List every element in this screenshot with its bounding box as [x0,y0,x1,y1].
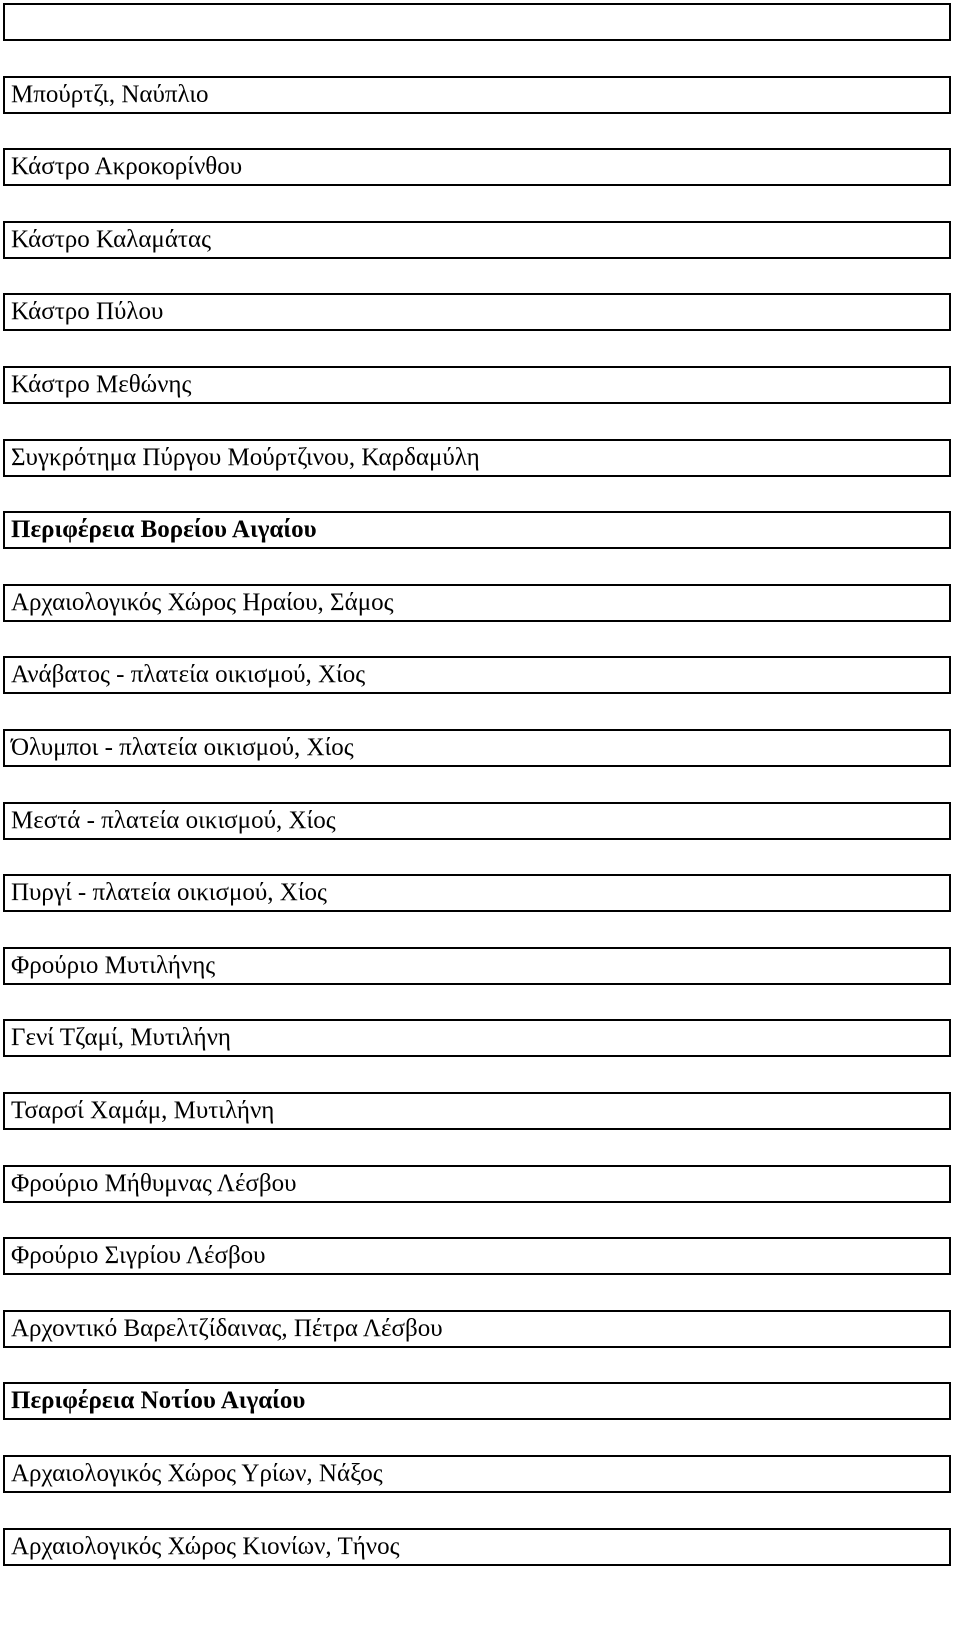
table-row: Κάστρο Πύλου [3,293,951,331]
table-row: Φρούριο Μυτιλήνης [3,947,951,985]
region-heading-row: Περιφέρεια Νοτίου Αιγαίου [3,1382,951,1420]
region-heading-row: Περιφέρεια Βορείου Αιγαίου [3,511,951,549]
table-row: Φρούριο Μήθυμνας Λέσβου [3,1165,951,1203]
table-row: Φρούριο Σιγρίου Λέσβου [3,1237,951,1275]
table-row: Κάστρο Ακροκορίνθου [3,148,951,186]
table-row: Ανάβατος - πλατεία οικισμού, Χίος [3,656,951,694]
table-row: Τσαρσί Χαμάμ, Μυτιλήνη [3,1092,951,1130]
table-row: Κάστρο Μεθώνης [3,366,951,404]
table-row: Αρχοντικό Βαρελτζίδαινας, Πέτρα Λέσβου [3,1310,951,1348]
table-row: Γενί Τζαμί, Μυτιλήνη [3,1019,951,1057]
table-row: Αρχαιολογικός Χώρος Υρίων, Νάξος [3,1455,951,1493]
table-row: Πυργί - πλατεία οικισμού, Χίος [3,874,951,912]
table-row: Αρχαιολογικός Χώρος Κιονίων, Τήνος [3,1528,951,1566]
table-row: Μπούρτζι, Ναύπλιο [3,76,951,114]
table-row: Συγκρότημα Πύργου Μούρτζινου, Καρδαμύλη [3,439,951,477]
table-row: Μεστά - πλατεία οικισμού, Χίος [3,802,951,840]
table-row [3,3,951,41]
table-row: Αρχαιολογικός Χώρος Ηραίου, Σάμος [3,584,951,622]
table-row: Όλυμποι - πλατεία οικισμού, Χίος [3,729,951,767]
table-row: Κάστρο Καλαμάτας [3,221,951,259]
